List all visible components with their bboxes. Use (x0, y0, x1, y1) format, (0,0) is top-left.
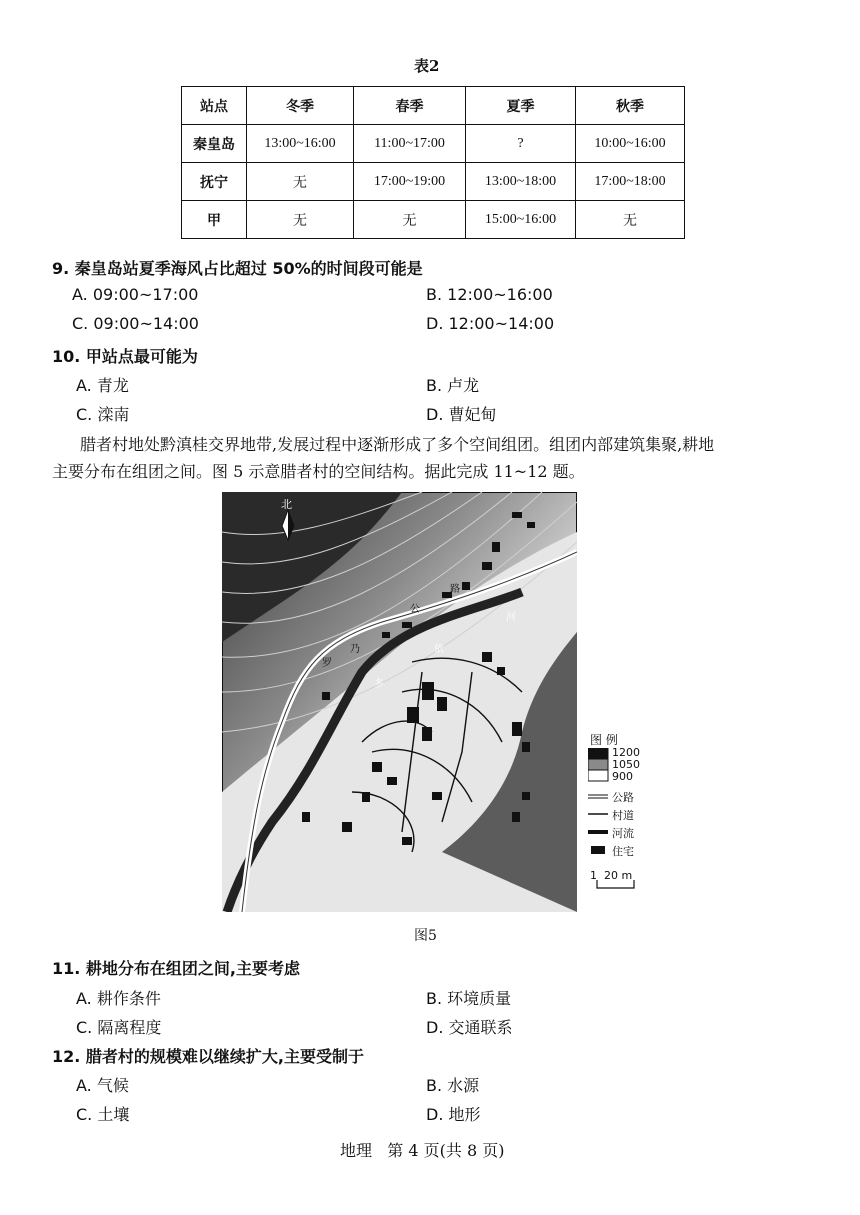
header-cell: 站点 (182, 87, 247, 125)
legend-swatch-900 (588, 770, 608, 781)
passage-line-1: 腊者村地处黔滇桂交界地带,发展过程中逐渐形成了多个空间组团。组团内部建筑集聚,耕地 (80, 435, 715, 454)
q9-option-a[interactable]: A. 09:00~17:00 (72, 285, 199, 304)
table-cell: 抚宁 (182, 163, 247, 201)
q12-option-c[interactable]: C. 土壤 (76, 1105, 130, 1124)
table-cell: 秦皇岛 (182, 125, 247, 163)
legend-label: 住宅 (612, 845, 634, 858)
road-label-char: 乃 (350, 644, 360, 655)
legend-label: 1050 (612, 758, 640, 771)
data-table (181, 86, 685, 239)
q11-option-d[interactable]: D. 交通联系 (426, 1018, 513, 1037)
village-map (222, 492, 577, 912)
q9-option-b[interactable]: B. 12:00~16:00 (426, 285, 553, 304)
q12-option-b[interactable]: B. 水源 (426, 1076, 480, 1095)
q11-option-c[interactable]: C. 隔离程度 (76, 1018, 162, 1037)
legend-swatch-1200 (588, 748, 608, 759)
river-label-char: 多 (374, 679, 384, 690)
road-label-char: 罗 (322, 658, 332, 669)
q10-option-c[interactable]: C. 滦南 (76, 405, 130, 424)
q9-option-d[interactable]: D. 12:00~14:00 (426, 314, 555, 333)
q9-option-c[interactable]: C. 09:00~14:00 (72, 314, 199, 333)
table-header-row (182, 87, 685, 125)
table-cell: ? (466, 125, 576, 163)
page-footer: 地理 第 4 页(共 8 页) (340, 1141, 505, 1160)
table-cell: 11:00~17:00 (354, 125, 466, 163)
river-label-char: 河 (506, 612, 516, 623)
header-cell: 秋季 (576, 87, 685, 125)
table-row (182, 125, 685, 163)
header-cell: 春季 (354, 87, 466, 125)
question-11-stem: 11. 耕地分布在组团之间,主要考虑 (52, 959, 300, 978)
q10-option-b[interactable]: B. 卢龙 (426, 376, 480, 395)
river-label-char: 依 (434, 644, 444, 655)
table-cell: 17:00~19:00 (354, 163, 466, 201)
road-label-char: 公 (410, 604, 420, 615)
legend-label: 公路 (612, 791, 634, 804)
table-cell: 无 (247, 163, 354, 201)
legend-swatch-1050 (588, 759, 608, 770)
road-label-char: 路 (450, 584, 460, 595)
table-row (182, 201, 685, 239)
question-9-stem: 9. 秦皇岛站夏季海风占比超过 50%的时间段可能是 (52, 259, 423, 278)
legend-label: 900 (612, 770, 633, 783)
scale-bar (596, 880, 636, 890)
table-row (182, 163, 685, 201)
table-cell: 13:00~18:00 (466, 163, 576, 201)
legend-label: 1200 (612, 746, 640, 759)
q12-option-d[interactable]: D. 地形 (426, 1105, 481, 1124)
header-cell: 冬季 (247, 87, 354, 125)
header-cell: 夏季 (466, 87, 576, 125)
question-12-stem: 12. 腊者村的规模难以继续扩大,主要受制于 (52, 1047, 364, 1066)
table-cell: 15:00~16:00 (466, 201, 576, 239)
legend-label: 村道 (612, 809, 634, 822)
q11-option-b[interactable]: B. 环境质量 (426, 989, 512, 1008)
table-cell: 无 (247, 201, 354, 239)
table-caption: 表2 (414, 57, 440, 75)
q12-option-a[interactable]: A. 气候 (76, 1076, 129, 1095)
legend-title: 图 例 (590, 733, 618, 747)
table-cell: 无 (354, 201, 466, 239)
north-label: 北 (281, 498, 292, 511)
table-cell: 13:00~16:00 (247, 125, 354, 163)
question-10-stem: 10. 甲站点最可能为 (52, 347, 198, 366)
passage-line-2: 主要分布在组团之间。图 5 示意腊者村的空间结构。据此完成 11~12 题。 (52, 462, 585, 481)
table-cell: 甲 (182, 201, 247, 239)
scale-label: 20 m (604, 869, 633, 882)
table-cell: 17:00~18:00 (576, 163, 685, 201)
q10-option-d[interactable]: D. 曹妃甸 (426, 405, 497, 424)
legend-label: 河流 (612, 827, 634, 840)
scale-left: 1 (590, 869, 597, 882)
figure-caption: 图5 (414, 928, 437, 944)
table-cell: 无 (576, 201, 685, 239)
q11-option-a[interactable]: A. 耕作条件 (76, 989, 161, 1008)
legend-house-swatch (591, 846, 605, 854)
table-cell: 10:00~16:00 (576, 125, 685, 163)
q10-option-a[interactable]: A. 青龙 (76, 376, 129, 395)
